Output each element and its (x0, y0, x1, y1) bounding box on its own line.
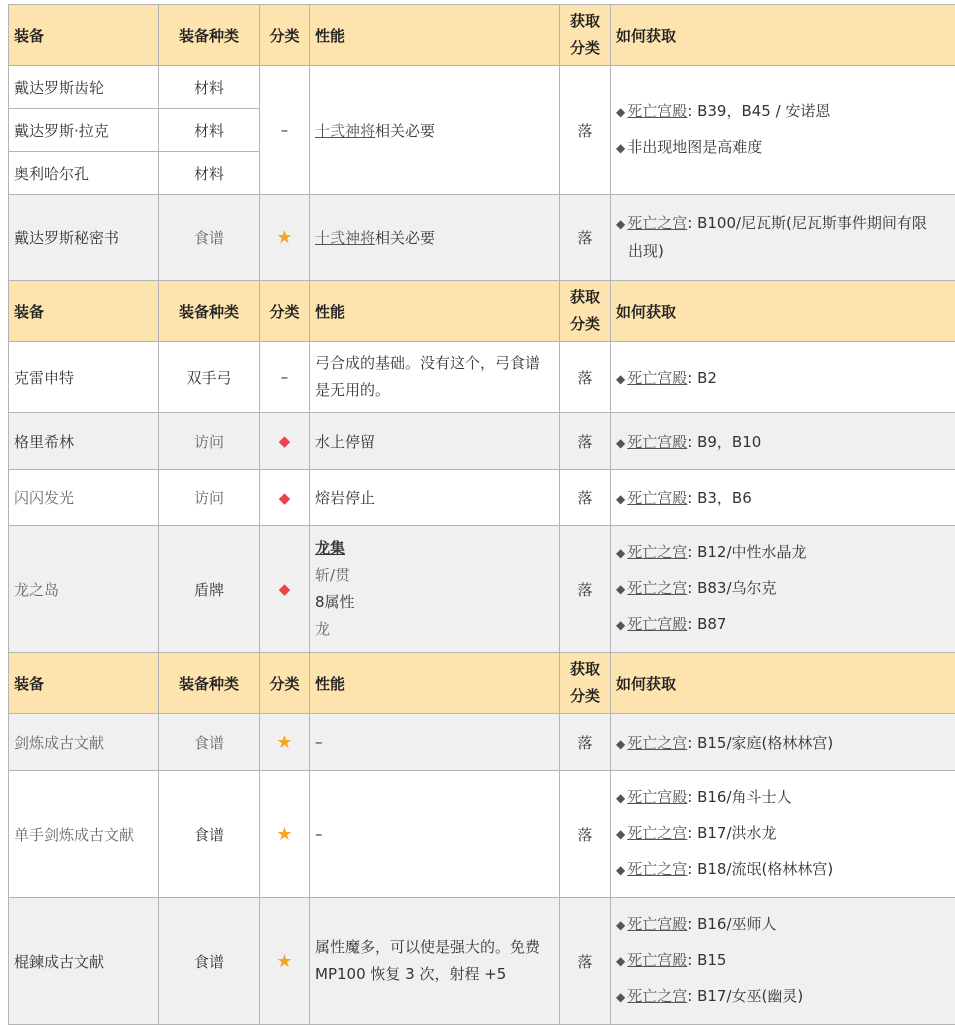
bullet-icon: ◆ (616, 618, 625, 632)
location-link[interactable]: 死亡宫殿 (627, 951, 687, 969)
equipment-name: 奥利哈尔孔 (9, 152, 159, 195)
bullet-icon: ◆ (616, 737, 625, 751)
performance-cell: 熔岩停止 (310, 470, 560, 526)
category-cell (260, 195, 310, 281)
location-link[interactable]: 死亡宫殿 (627, 489, 687, 507)
header-how-to-obtain: 如何获取 (611, 281, 955, 342)
how-to-obtain-cell (611, 66, 955, 195)
table-row (9, 66, 955, 109)
bullet-icon: ◆ (616, 954, 625, 968)
equipment-name: 戴达罗斯·拉克 (9, 109, 159, 152)
location-link[interactable]: 死亡宫殿 (627, 102, 687, 120)
header-equipment: 装备 (9, 653, 159, 714)
table-row (9, 342, 955, 413)
drop-cell: 落 (560, 898, 611, 1025)
bullet-icon: ◆ (616, 217, 625, 231)
equipment-name: 单手剑炼成古文献 (9, 771, 159, 898)
table-header-row (9, 281, 955, 342)
bullet-icon: ◆ (616, 791, 625, 805)
how-to-obtain-cell (611, 771, 955, 898)
drop-cell: 落 (560, 526, 611, 653)
how-line: ◆ 非出现地图是高难度 (616, 130, 950, 166)
equipment-type: 食谱 (159, 195, 260, 281)
bullet-icon: ◆ (616, 582, 625, 596)
equipment-name: 克雷申特 (9, 342, 159, 413)
performance-cell: 十弐神将相关必要 (310, 66, 560, 195)
equipment-type: 材料 (159, 109, 260, 152)
header-obtain-category: 获取 分类 (560, 653, 611, 714)
performance-cell: 龙集 斩/贯 8属性 龙 (310, 526, 560, 653)
drop-cell: 落 (560, 771, 611, 898)
equipment-type: 访问 (159, 470, 260, 526)
table-row (9, 413, 955, 470)
equipment-type: 双手弓 (159, 342, 260, 413)
equipment-name: 戴达罗斯秘密书 (9, 195, 159, 281)
header-how-to-obtain: 如何获取 (611, 5, 955, 66)
how-line: ◆ 死亡之宫: B12/中性水晶龙 (616, 535, 950, 571)
bullet-icon: ◆ (616, 863, 625, 877)
category-cell (260, 526, 310, 653)
bullet-icon: ◆ (616, 492, 625, 506)
equipment-table (8, 4, 955, 1025)
how-line: ◆ 死亡宫殿: B16/角斗士人 (616, 780, 950, 816)
location-link[interactable]: 死亡宫殿 (627, 369, 687, 387)
bullet-icon: ◆ (616, 546, 625, 560)
location-link[interactable]: 死亡之宫 (627, 579, 687, 597)
header-category: 分类 (260, 281, 310, 342)
bullet-icon: ◆ (616, 990, 625, 1004)
table-header-row (9, 5, 955, 66)
category-cell (260, 470, 310, 526)
category-cell (260, 413, 310, 470)
how-line: ◆ 死亡宫殿: B87 (616, 607, 950, 643)
equipment-name: 戴达罗斯齿轮 (9, 66, 159, 109)
star-icon: ★ (276, 824, 292, 845)
table-row (9, 771, 955, 898)
table-header-row (9, 653, 955, 714)
bullet-icon: ◆ (616, 436, 625, 450)
how-line: ◆ 死亡之宫: B17/洪水龙 (616, 816, 950, 852)
equipment-type: 食谱 (159, 771, 260, 898)
equipment-type: 食谱 (159, 714, 260, 771)
header-category: 分类 (260, 5, 310, 66)
table-row (9, 898, 955, 1025)
location-link[interactable]: 死亡宫殿 (627, 615, 687, 633)
how-to-obtain-cell: ◆ 死亡宫殿: B3，B6 (611, 470, 955, 526)
performance-cell: 十弐神将相关必要 (310, 195, 560, 281)
drop-cell: 落 (560, 342, 611, 413)
equipment-name: 龙之岛 (9, 526, 159, 653)
header-how-to-obtain: 如何获取 (611, 653, 955, 714)
location-link[interactable]: 死亡之宫 (627, 860, 687, 878)
bullet-icon: ◆ (616, 827, 625, 841)
header-equipment: 装备 (9, 5, 159, 66)
star-icon: ★ (276, 951, 292, 972)
equipment-type: 材料 (159, 152, 260, 195)
performance-cell: – (310, 771, 560, 898)
how-line: ◆ 死亡之宫: B17/女巫(幽灵) (616, 979, 950, 1015)
table-row (9, 526, 955, 653)
drop-cell: 落 (560, 195, 611, 281)
performance-cell: – (310, 714, 560, 771)
table-row (9, 714, 955, 771)
location-link[interactable]: 死亡之宫 (627, 214, 687, 232)
drop-cell: 落 (560, 714, 611, 771)
category-cell: – (260, 66, 310, 195)
header-equipment: 装备 (9, 281, 159, 342)
how-line: ◆ 死亡之宫: B18/流氓(格林林宫) (616, 852, 950, 888)
header-performance: 性能 (310, 281, 560, 342)
diamond-icon: ◆ (279, 489, 291, 507)
location-link[interactable]: 死亡之宫 (627, 543, 687, 561)
bullet-icon: ◆ (616, 918, 625, 932)
category-cell: – (260, 342, 310, 413)
equipment-name: 格里希林 (9, 413, 159, 470)
header-performance: 性能 (310, 5, 560, 66)
category-cell (260, 898, 310, 1025)
header-type: 装备种类 (159, 5, 260, 66)
bullet-icon: ◆ (616, 105, 625, 119)
header-performance: 性能 (310, 653, 560, 714)
equipment-name: 闪闪发光 (9, 470, 159, 526)
bullet-icon: ◆ (616, 141, 625, 155)
diamond-icon: ◆ (279, 580, 291, 598)
how-line: ◆ 死亡之宫: B100/尼瓦斯(尼瓦斯事件期间有限 (616, 210, 950, 238)
location-link[interactable]: 死亡宫殿 (627, 788, 687, 806)
bullet-icon: ◆ (616, 372, 625, 386)
performance-link[interactable]: 十弐神将 (315, 229, 375, 247)
how-to-obtain-cell: ◆ 死亡之宫: B15/家庭(格林林宫) (611, 714, 955, 771)
header-type: 装备种类 (159, 653, 260, 714)
star-icon: ★ (276, 732, 292, 753)
equipment-type: 访问 (159, 413, 260, 470)
how-line: ◆ 死亡宫殿: B16/巫师人 (616, 907, 950, 943)
equipment-type: 食谱 (159, 898, 260, 1025)
how-line: ◆ 死亡之宫: B83/乌尔克 (616, 571, 950, 607)
location-link[interactable]: 死亡宫殿 (627, 915, 687, 933)
how-to-obtain-cell: ◆ 死亡之宫: B100/尼瓦斯(尼瓦斯事件期间有限 出现) (611, 195, 955, 281)
how-to-obtain-cell: ◆ 死亡宫殿: B2 (611, 342, 955, 413)
performance-cell: 属性魔多，可以使是强大的。免费 MP100 恢复 3 次，射程 +5 (310, 898, 560, 1025)
how-line: ◆ 死亡宫殿: B15 (616, 943, 950, 979)
equipment-name: 剑炼成古文献 (9, 714, 159, 771)
how-line: ◆ 死亡宫殿: B39，B45 / 安诺恩 (616, 94, 950, 130)
how-to-obtain-cell (611, 898, 955, 1025)
location-link[interactable]: 死亡之宫 (627, 734, 687, 752)
category-cell (260, 771, 310, 898)
header-obtain-category: 获取 分类 (560, 5, 611, 66)
drop-cell: 落 (560, 413, 611, 470)
star-icon: ★ (276, 227, 292, 248)
category-cell (260, 714, 310, 771)
performance-cell: 弓合成的基础。没有这个，弓食谱 是无用的。 (310, 342, 560, 413)
header-type: 装备种类 (159, 281, 260, 342)
drop-cell: 落 (560, 470, 611, 526)
location-link[interactable]: 死亡宫殿 (627, 433, 687, 451)
header-category: 分类 (260, 653, 310, 714)
drop-cell: 落 (560, 66, 611, 195)
location-link[interactable]: 死亡之宫 (627, 824, 687, 842)
table-row (9, 195, 955, 281)
header-obtain-category: 获取 分类 (560, 281, 611, 342)
how-to-obtain-cell: ◆ 死亡宫殿: B9，B10 (611, 413, 955, 470)
equipment-type: 材料 (159, 66, 260, 109)
performance-link[interactable]: 十弐神将 (315, 122, 375, 140)
table-row (9, 470, 955, 526)
equipment-name: 棍鍊成古文献 (9, 898, 159, 1025)
performance-cell: 水上停留 (310, 413, 560, 470)
how-to-obtain-cell (611, 526, 955, 653)
equipment-type: 盾牌 (159, 526, 260, 653)
location-link[interactable]: 死亡之宫 (627, 987, 687, 1005)
diamond-icon: ◆ (279, 432, 291, 450)
